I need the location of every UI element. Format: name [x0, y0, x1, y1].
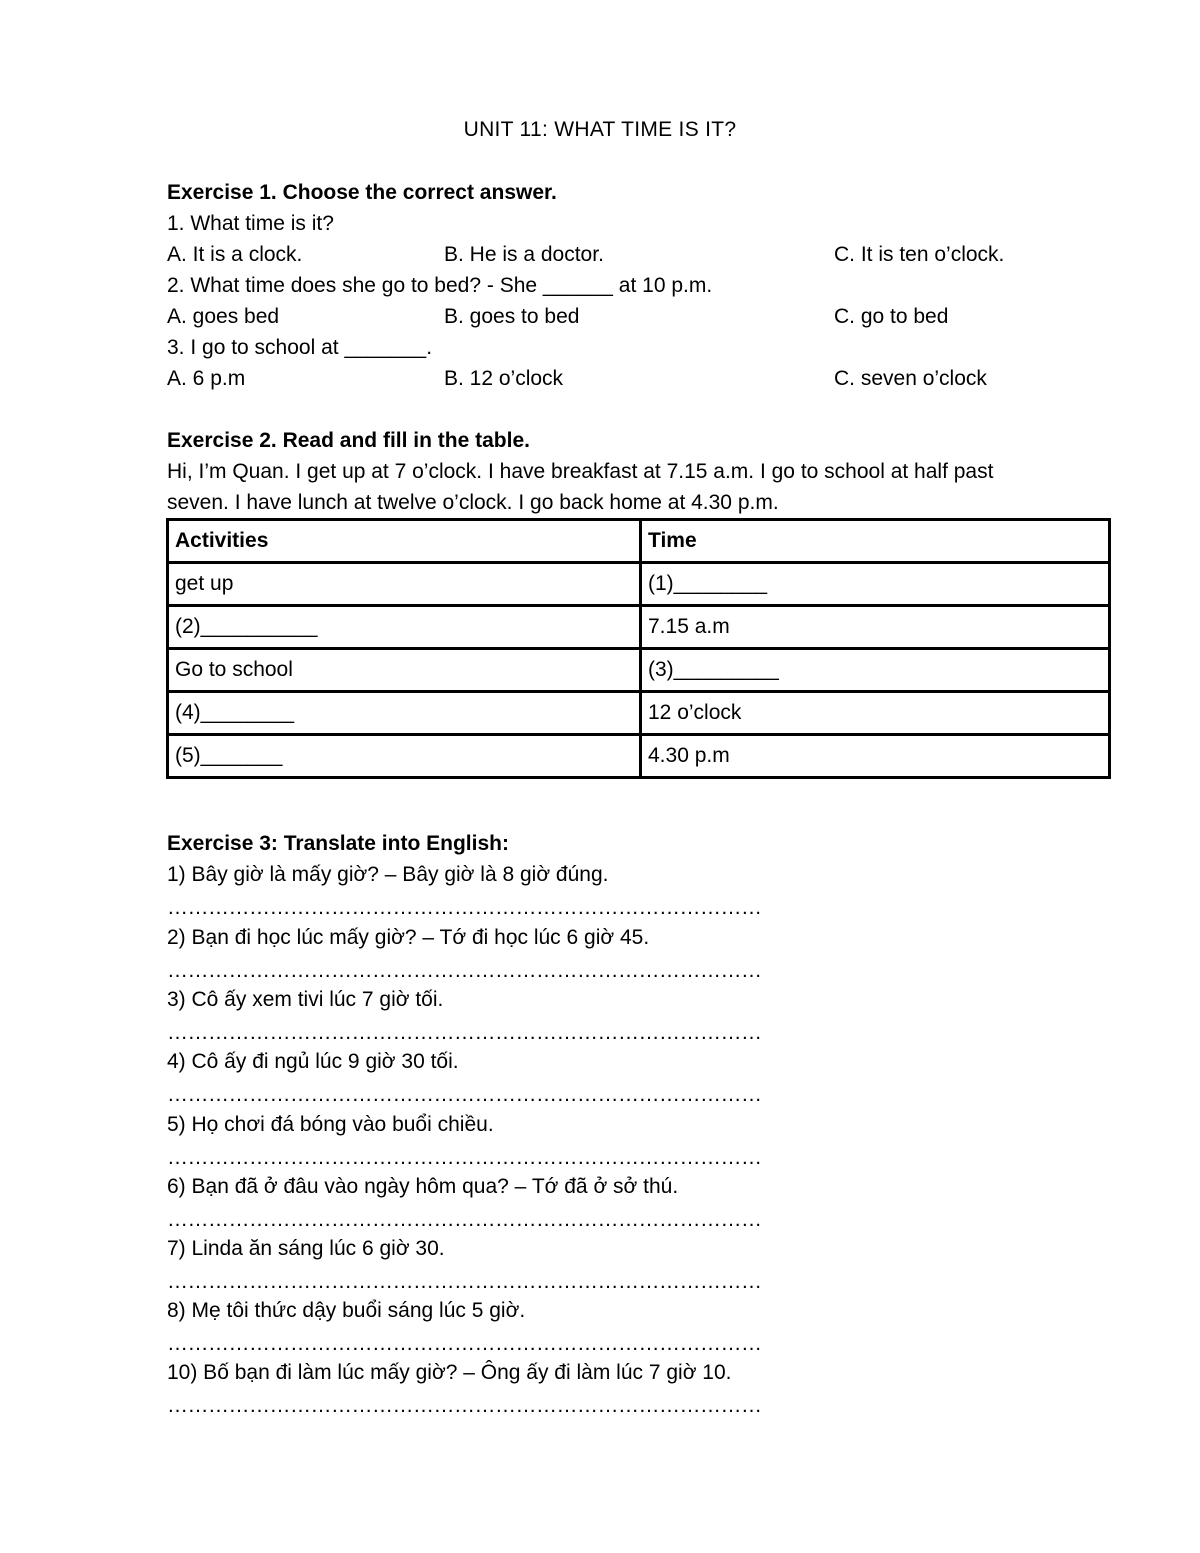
table-cell-time: 4.30 p.m	[641, 735, 1110, 778]
question-2-option-b: B. goes to bed	[444, 305, 580, 328]
activities-table	[166, 518, 1111, 779]
table-cell-activity: (5)_______	[168, 735, 641, 778]
translate-item: 5) Họ chơi đá bóng vào buổi chiều.	[167, 1113, 494, 1136]
table-cell-time: 12 o’clock	[641, 692, 1110, 735]
answer-line: ……………………………………………………………………………	[167, 1394, 762, 1417]
answer-line: ……………………………………………………………………………	[167, 1332, 762, 1355]
answer-line: ……………………………………………………………………………	[167, 959, 762, 982]
question-3-option-b: B. 12 o’clock	[444, 367, 564, 390]
question-2-option-c: C. go to bed	[834, 305, 949, 328]
answer-line: ……………………………………………………………………………	[167, 1270, 762, 1293]
translate-item: 6) Bạn đã ở đâu vào ngày hôm qua? – Tớ đã ở sở thú.	[167, 1175, 679, 1198]
translate-item: 10) Bố bạn đi làm lúc mấy giờ? – Ông ấy đi làm lúc 7 giờ 10.	[167, 1361, 732, 1384]
table-cell-activity: (4)________	[168, 692, 641, 735]
question-3-option-a: A. 6 p.m	[167, 367, 246, 390]
table-cell-activity: (2)__________	[168, 606, 641, 649]
exercise2-passage-line2: seven. I have lunch at twelve o’clock. I go back home at 4.30 p.m.	[167, 491, 779, 514]
table-cell-time: (1)________	[641, 563, 1110, 606]
answer-line: ……………………………………………………………………………	[167, 1146, 762, 1169]
page-title: UNIT 11: WHAT TIME IS IT?	[463, 118, 737, 141]
question-2-option-a: A. goes bed	[167, 305, 280, 328]
answer-line: ……………………………………………………………………………	[167, 1083, 762, 1106]
table-cell-time: 7.15 a.m	[641, 606, 1110, 649]
translate-item: 2) Bạn đi học lúc mấy giờ? – Tớ đi học lúc 6 giờ 45.	[167, 926, 650, 949]
translate-item: 4) Cô ấy đi ngủ lúc 9 giờ 30 tối.	[167, 1050, 459, 1073]
table-header-time: Time	[641, 520, 1110, 563]
translate-item: 8) Mẹ tôi thức dậy buổi sáng lúc 5 giờ.	[167, 1299, 526, 1322]
table-row	[168, 692, 1110, 735]
question-2: 2. What time does she go to bed? - She ______ at 10 p.m.	[167, 274, 713, 297]
exercise1-heading: Exercise 1. Choose the correct answer.	[167, 181, 557, 204]
table-cell-activity: get up	[168, 563, 641, 606]
table-row	[168, 606, 1110, 649]
question-1-option-a: A. It is a clock.	[167, 243, 303, 266]
table-row	[168, 649, 1110, 692]
question-1: 1. What time is it?	[167, 212, 334, 235]
question-3: 3. I go to school at _______.	[167, 336, 433, 359]
answer-line: ……………………………………………………………………………	[167, 1208, 762, 1231]
translate-item: 3) Cô ấy xem tivi lúc 7 giờ tối.	[167, 988, 444, 1011]
exercise2-heading: Exercise 2. Read and fill in the table.	[167, 429, 530, 452]
table-header-row	[168, 520, 1110, 563]
answer-line: ……………………………………………………………………………	[167, 1021, 762, 1044]
table-header-activities: Activities	[168, 520, 641, 563]
question-1-option-c: C. It is ten o’clock.	[834, 243, 1005, 266]
answer-line: ……………………………………………………………………………	[167, 896, 762, 919]
table-cell-activity: Go to school	[168, 649, 641, 692]
question-1-option-b: B. He is a doctor.	[444, 243, 604, 266]
exercise2-passage-line1: Hi, I’m Quan. I get up at 7 o’clock. I have breakfast at 7.15 a.m. I go to school at half past	[167, 460, 994, 483]
table-cell-time: (3)_________	[641, 649, 1110, 692]
table-row	[168, 735, 1110, 778]
question-3-option-c: C. seven o’clock	[834, 367, 987, 390]
table-row	[168, 563, 1110, 606]
translate-item: 1) Bây giờ là mấy giờ? – Bây giờ là 8 giờ đúng.	[167, 863, 609, 886]
exercise3-heading: Exercise 3: Translate into English:	[167, 832, 509, 855]
translate-item: 7) Linda ăn sáng lúc 6 giờ 30.	[167, 1237, 445, 1260]
